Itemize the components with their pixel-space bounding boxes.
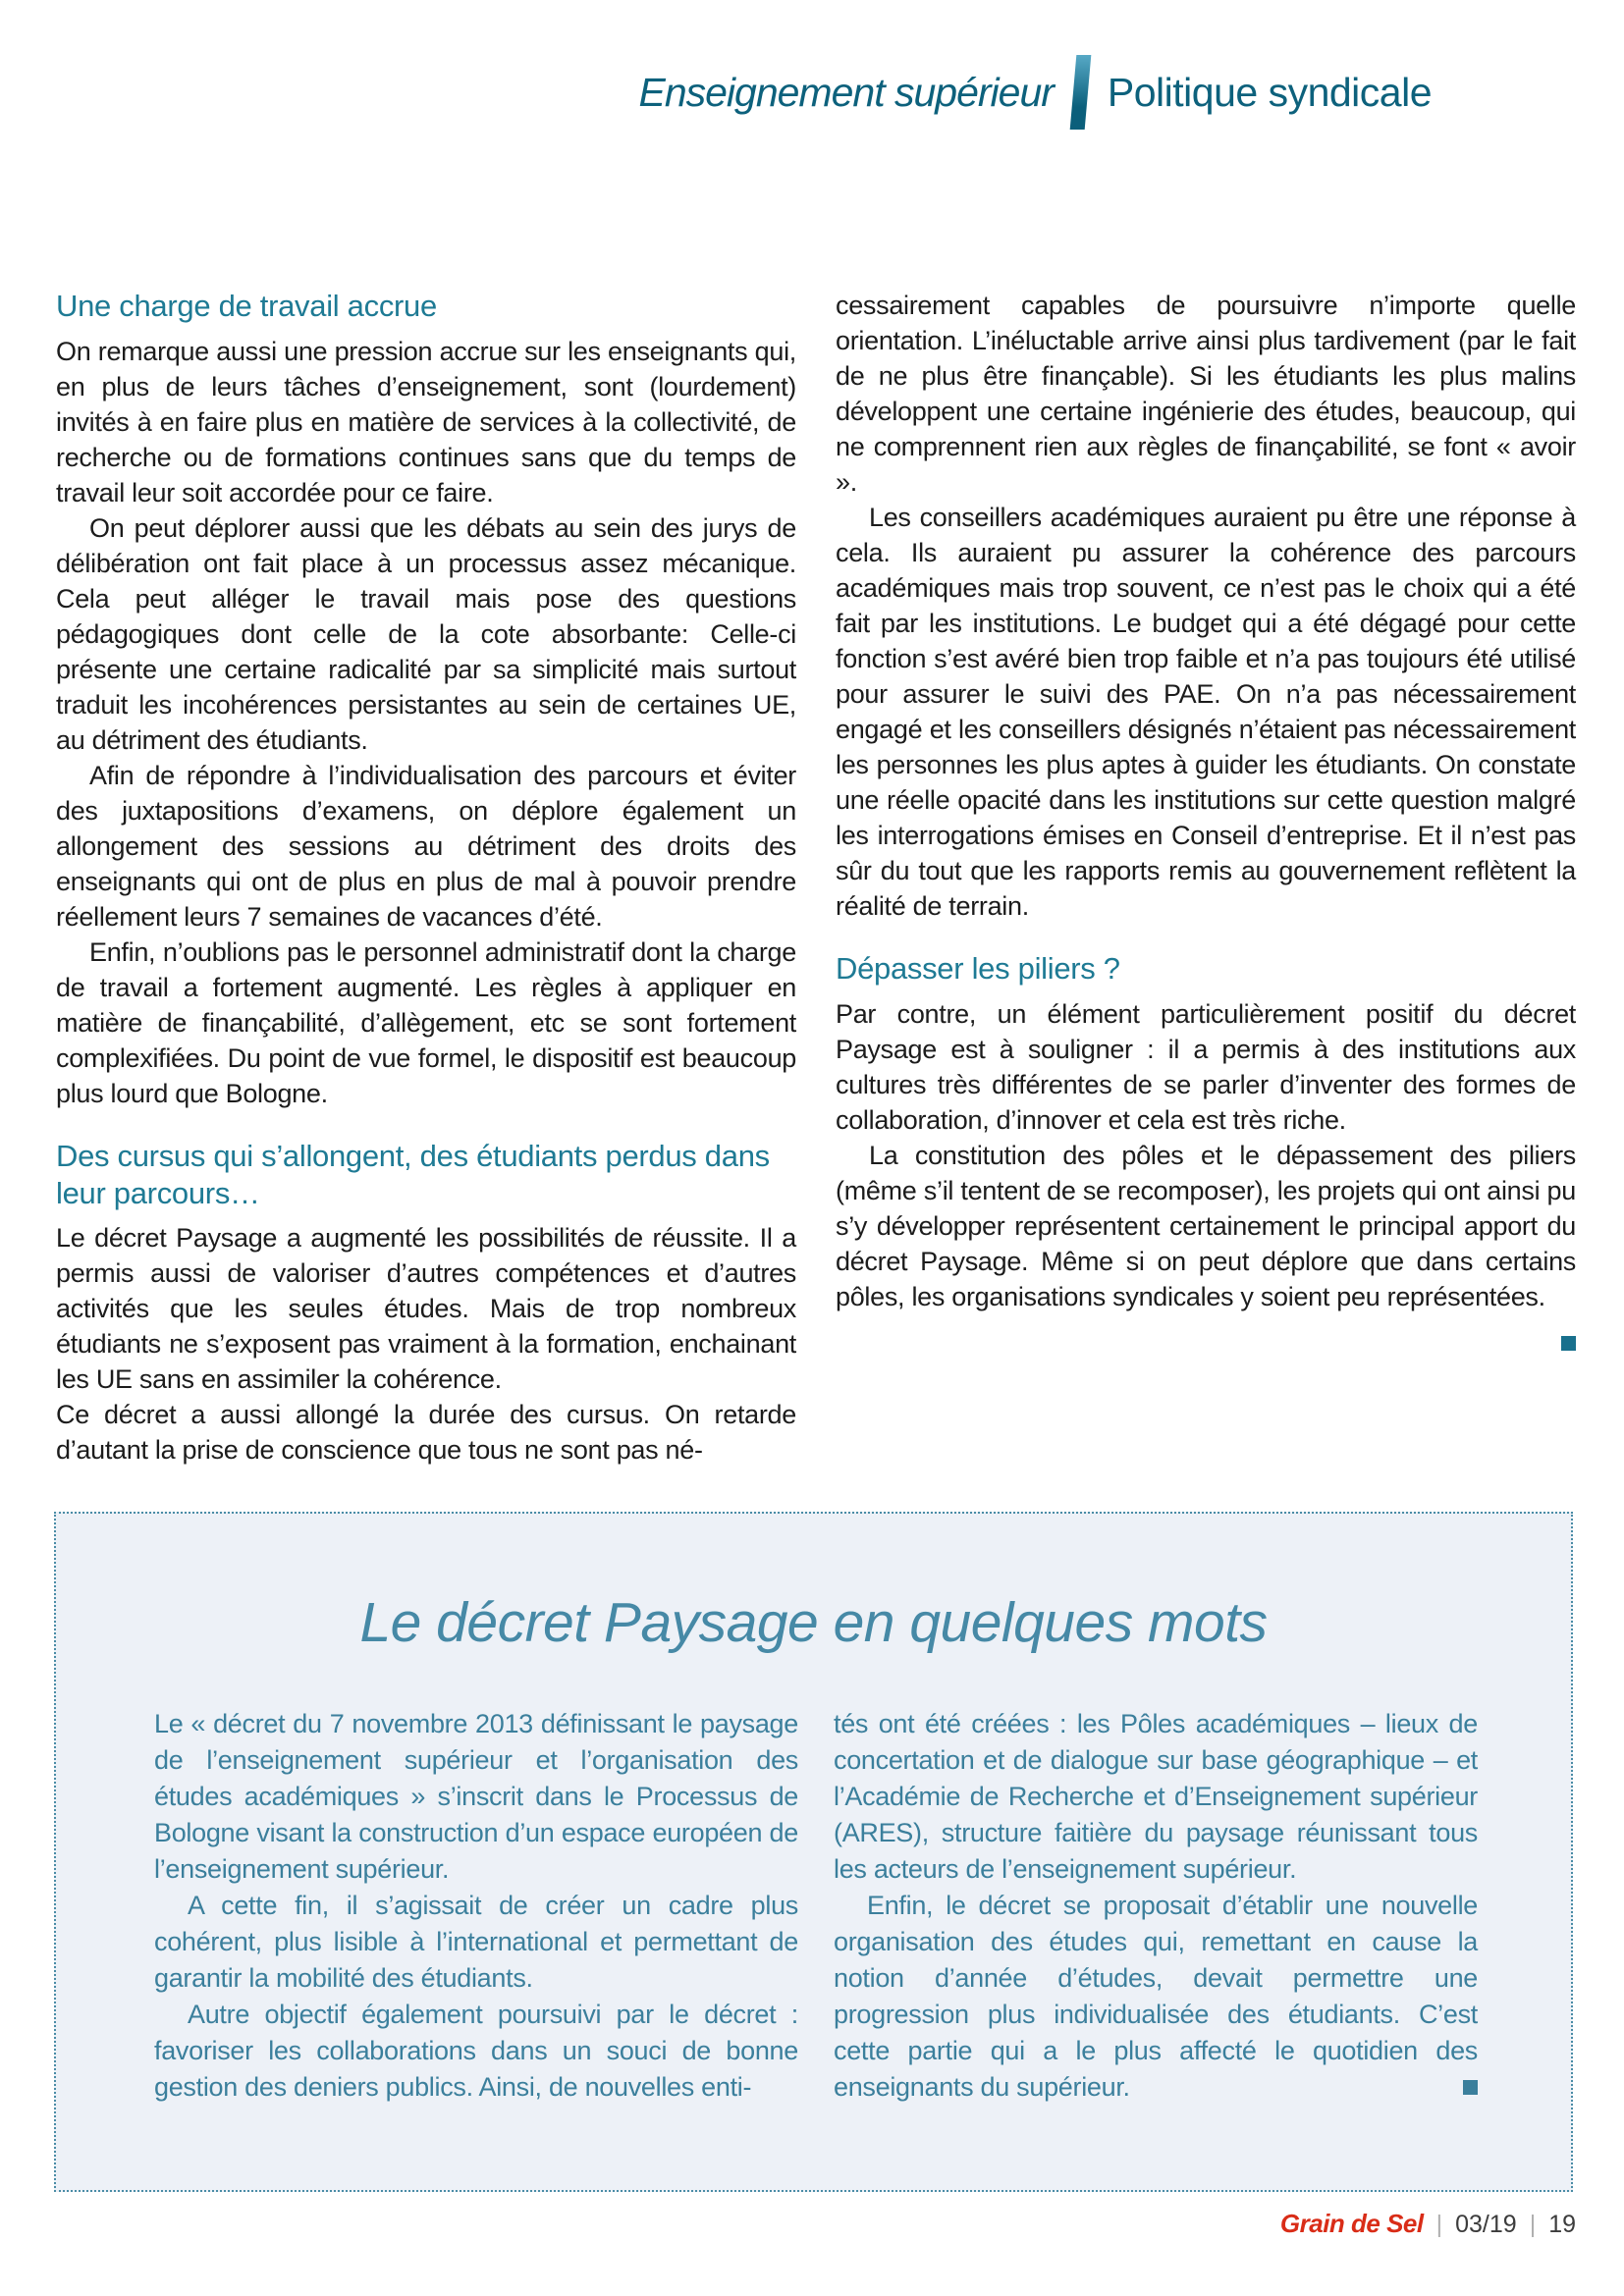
footer-issue: 03/19 <box>1455 2211 1517 2238</box>
footer-separator: | <box>1435 2211 1443 2238</box>
header-divider-bar <box>1070 55 1092 130</box>
infobox-decret-paysage <box>54 1512 1573 2192</box>
article-heading-piliers: Dépasser les piliers ? <box>836 951 1120 986</box>
article-right-column <box>836 288 1576 1468</box>
end-of-article-marker <box>1561 1336 1576 1351</box>
footer-page-number: 19 <box>1548 2211 1576 2238</box>
article-end-row <box>836 1336 1576 1351</box>
infobox-paragraph: tés ont été créées : les Pôles académiques – lieux de concertation et de dialogue sur base géographique – et l’Académie de Recherche et d’Enseignement supérieur (ARES), structure faitière du paysage réunissant tous les acteurs de l’enseignement supérieur. <box>834 1709 1478 1884</box>
infobox-columns <box>154 1706 1478 2106</box>
infobox-right-column <box>834 1706 1478 2106</box>
infobox-left-column <box>154 1706 798 2106</box>
article-paragraph: Le décret Paysage a augmenté les possibilités de réussite. Il a permis aussi de valoriser d’autres compétences et d’autres activités que les seules études. Mais de trop nombreux étudiants ne s’exposent pas vraiment à la formation, enchainant les UE sans en assimiler la cohérence. <box>56 1223 796 1395</box>
article-body <box>56 288 1576 1468</box>
infobox-paragraph: Enfin, le décret se proposait d’établir une nouvelle organisation des études qui, remettant en cause la notion d’année d’études, devait permettre une progression plus individualisée des étudiants. C’est cette partie qui a le plus affecté le quotidien des enseignants du supérieur. <box>834 1891 1478 2102</box>
infobox-paragraph: A cette fin, il s’agissait de créer un cadre plus cohérent, plus lisible à l’international et permettant de garantir la mobilité des étudiants. <box>154 1891 798 1993</box>
article-paragraph: La constitution des pôles et le dépassement des piliers (même s’il tentent de se recomposer), les projets qui ont ainsi pu s’y développer représentent certainement le principal apport du décret Paysage. Même si on peut déplore que dans certains pôles, les organisations syndicales y soient peu représentées. <box>836 1140 1576 1311</box>
infobox-title: Le décret Paysage en quelques mots <box>359 1591 1268 1654</box>
article-paragraph: Afin de répondre à l’individualisation des parcours et éviter des juxtapositions d’examens, on déplore également un allongement des sessions au détriment des droits des enseignants qui ont de plus en plus de mal à pouvoir prendre réellement leurs 7 semaines de vacances d’été. <box>56 760 796 932</box>
article-paragraph: cessairement capables de poursuivre n’importe quelle orientation. L’inéluctable arrive ainsi plus tardivement (par le fait de ne plus être finançable). Si les étudiants les plus malins développent une certaine ingénierie des études, beaucoup, qui ne comprennent rien aux règles de finançabilité, se font « avoir ». <box>836 291 1576 497</box>
article-paragraph: Enfin, n’oublions pas le personnel administratif dont la charge de travail a fortement augmenté. Les règles à appliquer en matière de finançabilité, d’allègement, etc se sont fortement complexifiées. Du point de vue formel, le dispositif est beaucoup plus lourd que Bologne. <box>56 936 796 1108</box>
infobox-paragraph: Le « décret du 7 novembre 2013 définissant le paysage de l’enseignement supérieur et l’organisation des études académiques » s’inscrit dans le Processus de Bologne visant la construction d’un espace européen de l’enseignement supérieur. <box>154 1709 798 1884</box>
article-left-column <box>56 288 796 1468</box>
end-of-box-marker <box>1463 2080 1478 2095</box>
article-paragraph: On peut déplorer aussi que les débats au sein des jurys de délibération ont fait place à un processus assez mécanique. Cela peut alléger le travail mais pose des questions pédagogiques dont celle de la cote absorbante: Celle-ci présente une certaine radicalité par sa simplicité mais surtout traduit les incohérences persistantes au sein de certaines UE, au détriment des étudiants. <box>56 512 796 755</box>
header-section-title: Enseignement supérieur <box>638 69 1054 115</box>
article-heading-cursus: Des cursus qui s’allongent, des étudiants perdus dans leur parcours… <box>56 1138 770 1210</box>
footer-separator: | <box>1529 2211 1537 2238</box>
header-category-title: Politique syndicale <box>1107 69 1432 115</box>
article-heading-workload: Une charge de travail accrue <box>56 289 437 323</box>
page-header <box>0 55 1432 130</box>
article-paragraph: Par contre, un élément particulièrement positif du décret Paysage est à souligner : il a permis à des institutions aux cultures très différentes de se parler d’inventer des formes de collaboration, d’innover et cela est très riche. <box>836 998 1576 1135</box>
magazine-name: Grain de Sel <box>1279 2209 1424 2238</box>
infobox-paragraph: Autre objectif également poursuivi par le décret : favoriser les collaborations dans un souci de bonne gestion des deniers publics. Ainsi, de nouvelles enti- <box>154 2000 798 2102</box>
article-paragraph: Les conseillers académiques auraient pu être une réponse à cela. Ils auraient pu assurer la cohérence des parcours académiques mais trop souvent, ce n’est pas le choix qui a été fait par les institutions. Le budget qui a été dégagé pour cette fonction s’est avéré bien trop faible et n’a pas toujours été utilisé pour assurer le suivi des PAE. On n’a pas nécessairement engagé et les conseillers désignés n’étaient pas nécessairement les personnes les plus aptes à guider les étudiants. On constate une réelle opacité dans les institutions sur cette question malgré les interrogations émises en Conseil d’entreprise. Et il n’est pas sûr du tout que les rapports remis au gouvernement reflètent la réalité de terrain. <box>836 503 1576 921</box>
article-paragraph: On remarque aussi une pression accrue sur les enseignants qui, en plus de leurs tâches d’enseignement, sont (lourdement) invités à en faire plus en matière de services à la collectivité, de recherche ou de formations continues sans que du temps de travail leur soit accordée pour ce faire. <box>56 336 796 507</box>
article-paragraph: Ce décret a aussi allongé la durée des cursus. On retarde d’autant la prise de conscience que tous ne sont pas né- <box>56 1400 796 1466</box>
page-footer <box>1280 2209 1576 2239</box>
